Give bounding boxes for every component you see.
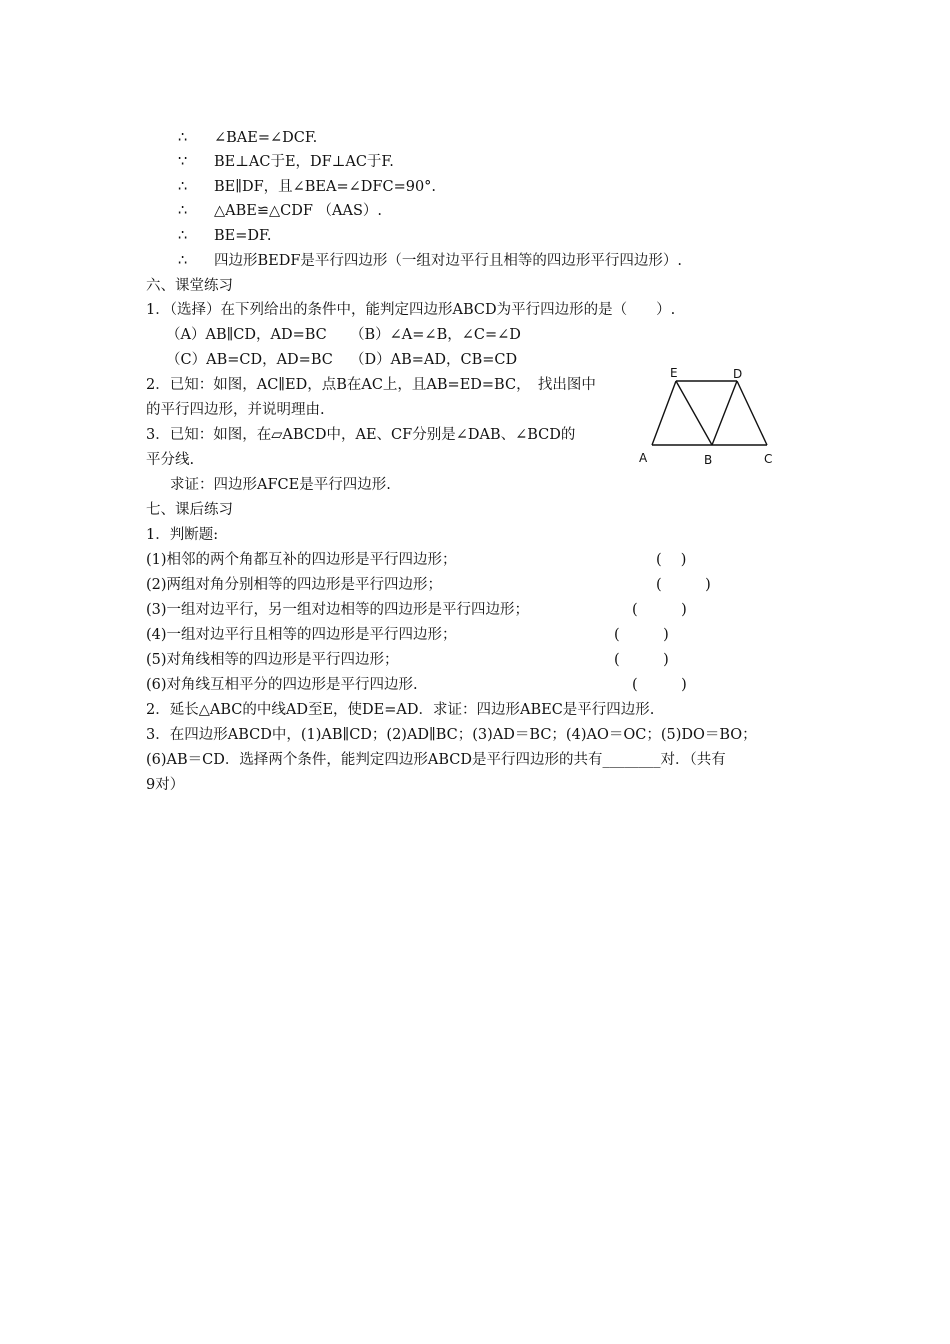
proof-text: 四边形BEDF是平行四边形（一组对边平行且相等的四边形平行四边形）. (214, 253, 683, 269)
segment-dc (737, 381, 767, 445)
section7-q3-line2: (6)AB＝CD．选择两个条件，能判定四边形ABCD是平行四边形的共有________对．（共有 (146, 752, 726, 768)
answer-blank: ( ) (614, 627, 669, 643)
section6-q3-line3: 求证：四边形AFCE是平行四边形. (170, 477, 391, 493)
section6-heading: 六、课堂练习 (146, 278, 233, 294)
section7-q3-line3: 9对） (146, 777, 185, 793)
proof-line-3 (178, 177, 436, 197)
proof-text: BE⊥AC于E，DF⊥AC于F. (214, 154, 394, 170)
proof-text: BE∥DF，且∠BEA=∠DFC=90°. (214, 179, 437, 195)
label-d: D (733, 367, 743, 381)
segment-bd (712, 381, 737, 445)
segment-eb (676, 381, 712, 445)
section6-q3-line1: 3．已知：如图，在▱ABCD中，AE、CF分别是∠DAB、∠BCD的 (146, 427, 576, 443)
figure-lines (652, 381, 767, 445)
answer-blank: ( ) (614, 652, 669, 668)
section6-q1-option-a: （A）AB∥CD，AD=BC (166, 327, 327, 343)
section6-q1-option-d: （D）AB=AD，CB=CD (350, 352, 518, 368)
proof-line-1 (178, 128, 317, 148)
section6-q2-line1: 2．已知：如图，AC∥ED，点B在AC上，且AB=ED=BC， 找出图中 (146, 377, 596, 393)
section6-q1-option-b: （B）∠A=∠B，∠C=∠D (350, 327, 521, 343)
section7-heading: 七、课后练习 (146, 502, 233, 518)
label-b: B (704, 453, 713, 467)
judgement-item-6: (6)对角线互相平分的四边形是平行四边形. (146, 677, 418, 693)
judgement-item-3: (3)一组对边平行，另一组对边相等的四边形是平行四边形； (146, 602, 530, 618)
answer-blank: ( ) (656, 552, 687, 568)
judgement-item-2: (2)两组对角分别相等的四边形是平行四边形； (146, 577, 443, 593)
therefore-symbol: ∴ (178, 203, 188, 219)
geometry-figure (636, 364, 776, 474)
therefore-symbol: ∴ (178, 228, 188, 244)
label-e: E (670, 366, 678, 380)
proof-text: △ABE≌△CDF （AAS）. (214, 203, 383, 219)
section6-q1: 1．（选择）在下列给出的条件中，能判定四边形ABCD为平行四边形的是（ ）. (146, 302, 676, 318)
therefore-symbol: ∴ (178, 179, 188, 195)
label-c: C (764, 452, 773, 466)
proof-text: ∠BAE=∠DCF. (214, 130, 318, 146)
label-a: A (639, 451, 648, 465)
judgement-item-4: (4)一组对边平行且相等的四边形是平行四边形； (146, 627, 457, 643)
section6-q1-option-c: （C）AB=CD，AD=BC (166, 352, 333, 368)
section7-q2: 2．延长△ABC的中线AD至E，使DE=AD．求证：四边形ABEC是平行四边形. (146, 702, 655, 718)
answer-blank: ( ) (632, 602, 687, 618)
answer-blank: ( ) (656, 577, 711, 593)
judgement-item-1: (1)相邻的两个角都互补的四边形是平行四边形； (146, 552, 457, 568)
proof-line-2 (178, 152, 394, 172)
proof-line-4 (178, 201, 382, 221)
answer-blank: ( ) (632, 677, 687, 693)
section6-q2-line2: 的平行四边形，并说明理由. (146, 402, 325, 418)
proof-line-5 (178, 226, 271, 246)
section7-q3-line1: 3．在四边形ABCD中，(1)AB∥CD；(2)AD∥BC；(3)AD＝BC；(4)AO＝OC；(5)DO＝BO； (146, 727, 757, 743)
section7-q1: 1．判断题: (146, 527, 219, 543)
proof-line-6 (178, 251, 682, 271)
therefore-symbol: ∴ (178, 253, 188, 269)
therefore-symbol: ∴ (178, 130, 188, 146)
because-symbol: ∵ (178, 154, 188, 170)
judgement-item-5: (5)对角线相等的四边形是平行四边形； (146, 652, 399, 668)
proof-text: BE=DF. (214, 228, 272, 244)
segment-ae (652, 381, 676, 445)
section6-q3-line2: 平分线. (146, 452, 195, 468)
